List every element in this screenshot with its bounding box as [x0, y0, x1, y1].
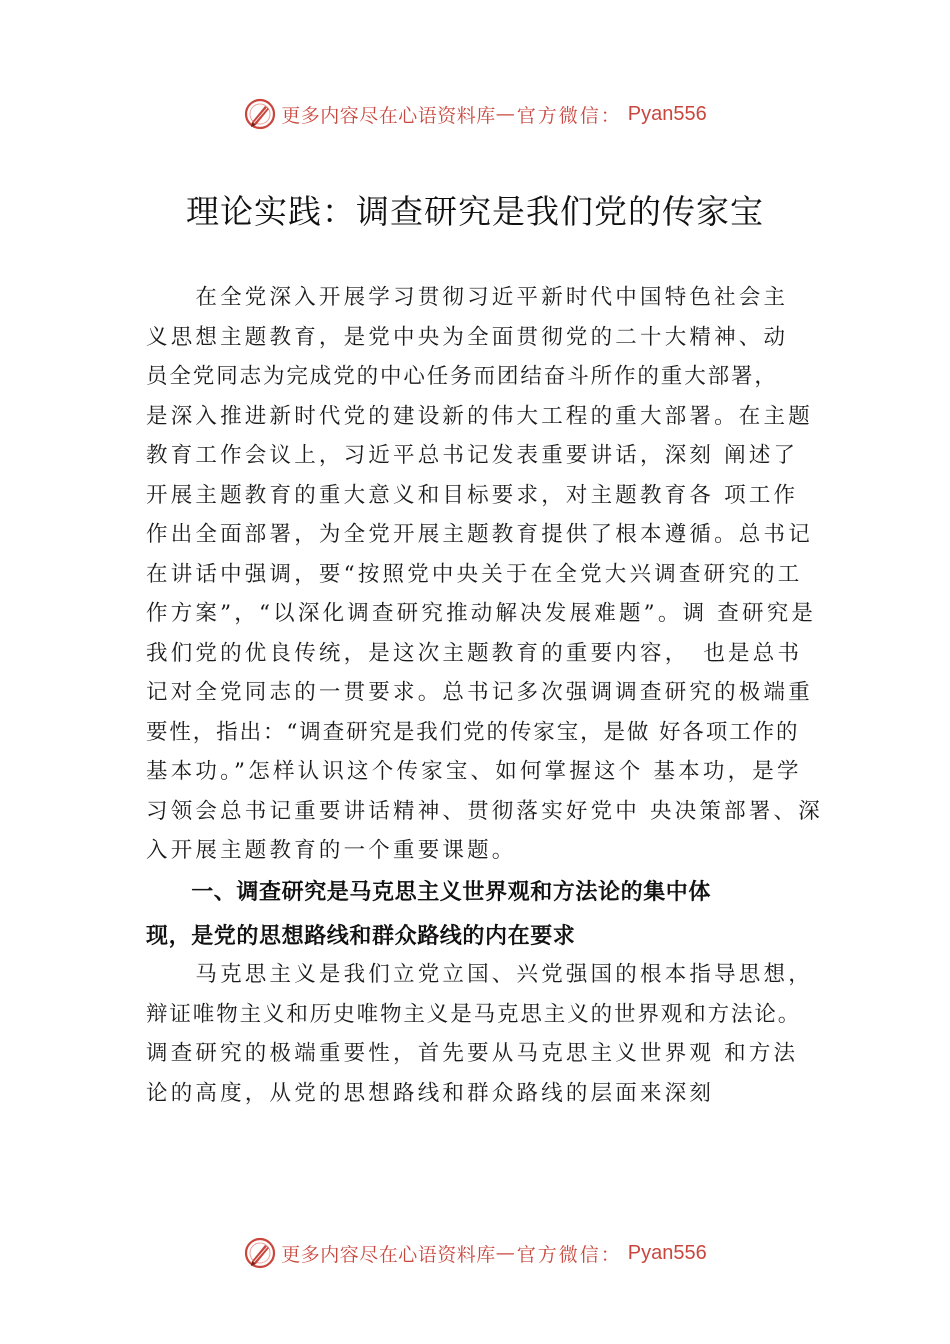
text-line: 入开展主题教育的一个重要课题。	[146, 838, 517, 863]
watermark-wechat-id: Pyan556	[627, 102, 707, 125]
paragraph-section-1	[146, 955, 836, 1113]
text-line: 教育工作会议上，习近平总书记发表重要讲话，深刻 阐述了	[146, 443, 799, 468]
text-line: 开展主题教育的重大意义和目标要求，对主题教育各 项工作	[146, 482, 799, 508]
section-heading-1	[146, 871, 836, 959]
watermark-brand-text: 更多内容尽在心语资料库	[281, 104, 496, 127]
watermark-official-label: 官方微信：	[516, 1243, 622, 1266]
watermark-wechat-id: Pyan556	[627, 1241, 707, 1264]
header-watermark-banner	[0, 94, 950, 134]
text-line: 是深入推进新时代党的建设新的伟大工程的重大部署。在主题	[146, 403, 813, 429]
text-line: 习领会总书记重要讲话精神、贯彻落实好党中 央决策部署、深	[146, 798, 823, 824]
footer-watermark-banner	[0, 1233, 950, 1273]
text-line: 我们党的优良传统，是这次主题教育的重要内容， 也是总书	[146, 640, 803, 666]
text-line: 义思想主题教育，是党中央为全面贯彻党的二十大精神、动	[146, 324, 789, 350]
text-line: 调查研究的极端重要性，首先要从马克思主义世界观 和方法	[146, 1041, 799, 1066]
watermark-dash: —	[495, 1242, 515, 1264]
heading-line: 一、调查研究是马克思主义世界观和方法论的集中体	[146, 880, 712, 905]
text-line: 要性，指出：“调查研究是我们党的传家宝，是做 好各项工作的	[146, 719, 800, 745]
document-title: 理论实践：调查研究是我们党的传家宝	[186, 192, 764, 231]
heading-line: 现，是党的思想路线和群众路线的内在要求	[146, 924, 576, 949]
watermark-brand-text: 更多内容尽在心语资料库	[281, 1243, 496, 1266]
text-line: 员全党同志为完成党的中心任务而团结奋斗所作的重大部署，	[146, 364, 778, 389]
text-line: 作出全面部署，为全党开展主题教育提供了根本遵循。总书记	[146, 522, 813, 547]
text-line: 记对全党同志的一贯要求。总书记多次强调调查研究的极端重	[146, 680, 813, 705]
text-line: 辩证唯物主义和历史唯物主义是马克思主义的世界观和方法论。	[146, 1001, 802, 1027]
paragraph-intro	[146, 278, 836, 871]
text-line: 基本功。”怎样认识这个传家宝、如何掌握这个 基本功，是学	[146, 759, 802, 784]
watermark-official-label: 官方微信：	[516, 104, 622, 127]
text-line: 在全党深入开展学习贯彻习近平新时代中国特色社会主	[146, 285, 789, 310]
pen-nib-logo-icon	[243, 1236, 277, 1270]
pen-nib-logo-icon	[243, 97, 277, 131]
text-line: 论的高度，从党的思想路线和群众路线的层面来深刻	[146, 1080, 715, 1106]
watermark-dash: —	[495, 103, 515, 125]
text-line: 马克思主义是我们立党立国、兴党强国的根本指导思想，	[146, 962, 813, 987]
text-line: 作方案”，“以深化调查研究推动解决发展难题”。调 查研究是	[146, 601, 817, 626]
text-line: 在讲话中强调，要“按照党中央关于在全党大兴调查研究的工	[146, 561, 803, 587]
